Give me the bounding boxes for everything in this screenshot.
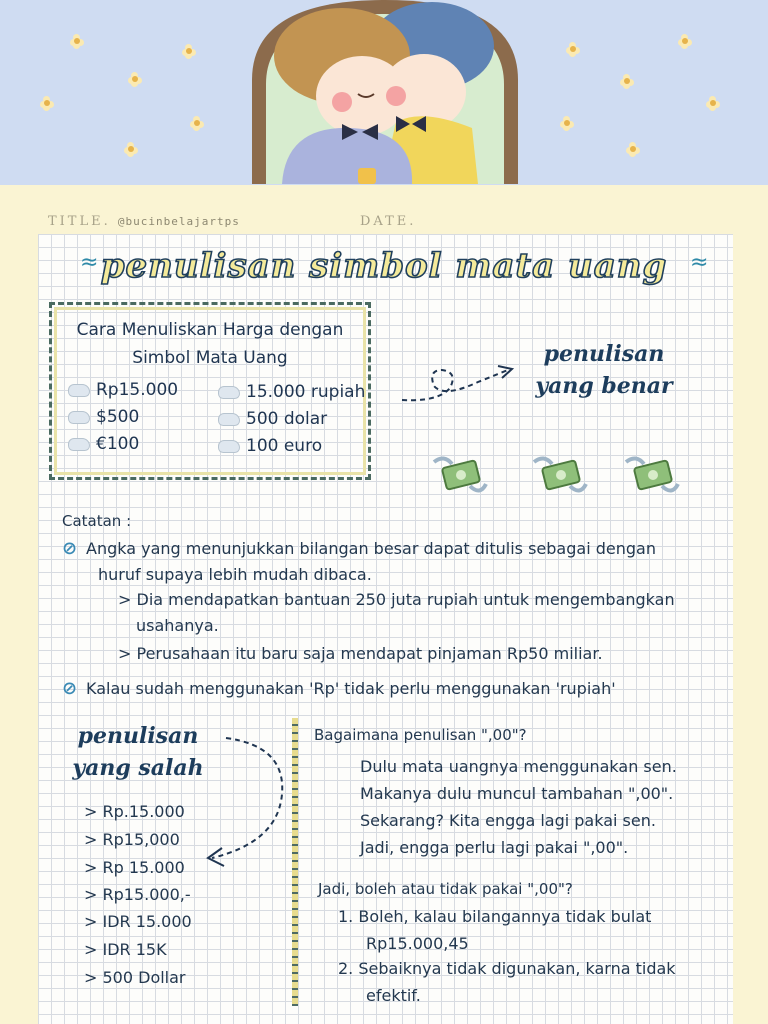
flower-icon	[620, 74, 634, 88]
wrong-heading	[58, 720, 218, 784]
box-title-line1: Cara Menuliskan Harga dengan	[76, 320, 344, 340]
flower-icon	[182, 44, 196, 58]
decimal-question-2: Jadi, boleh atau tidak pakai ",00"?	[318, 880, 573, 898]
wrong-item: > Rp 15.000	[84, 858, 185, 877]
list-item	[68, 380, 178, 400]
note-example-1-line2: usahanya.	[136, 616, 219, 635]
note-item-2-text: Kalau sudah menggunakan 'Rp' tidak perlu menggunakan 'rupiah'	[86, 679, 616, 698]
answer-1-line1: 1. Boleh, kalau bilangannya tidak bulat	[338, 907, 652, 926]
flying-money-icon	[622, 452, 682, 498]
wrong-item: > Rp.15.000	[84, 802, 185, 821]
note-item-1-line1: Angka yang menunjukkan bilangan besar dapat ditulis sebagai dengan	[86, 539, 656, 558]
author-handle: @bucinbelajartps	[117, 215, 240, 228]
flower-icon	[678, 34, 692, 48]
flower-icon	[70, 34, 84, 48]
cloud-icon	[218, 413, 240, 426]
cloud-icon	[68, 411, 90, 424]
box-left-item: €100	[96, 434, 140, 454]
wrong-heading-line1: penulisan	[77, 723, 199, 749]
answer-2-line2: efektif.	[366, 986, 421, 1005]
decimal-line: Jadi, engga perlu lagi pakai ",00".	[360, 838, 629, 857]
list-item	[218, 436, 322, 456]
flower-icon	[566, 42, 580, 56]
note-item-1	[62, 538, 656, 558]
flower-icon	[706, 96, 720, 110]
box-title	[54, 316, 366, 372]
list-item	[218, 409, 327, 429]
decimal-line: Sekarang? Kita engga lagi pakai sen.	[360, 811, 656, 830]
cloud-icon	[68, 384, 90, 397]
wrong-heading-line2: yang salah	[72, 755, 204, 781]
date-label: DATE.	[360, 214, 417, 229]
list-item	[68, 434, 139, 454]
couple-window-illustration	[246, 0, 524, 184]
title-bar	[48, 214, 417, 229]
notes-label: Catatan :	[62, 512, 132, 530]
wave-icon: ≈	[690, 250, 709, 275]
paperclip-icon: ⊘	[62, 678, 78, 699]
divider	[292, 718, 298, 1006]
correct-heading-line1: penulisan	[543, 341, 665, 367]
flower-icon	[128, 72, 142, 86]
flying-money-icon	[430, 452, 490, 498]
wrong-item: > Rp15,000	[84, 830, 180, 849]
cloud-icon	[218, 386, 240, 399]
dashed-arrow-right	[398, 358, 520, 410]
flower-icon	[124, 142, 138, 156]
correct-heading-line2: yang benar	[535, 373, 673, 399]
list-item	[218, 382, 365, 402]
wrong-item: > IDR 15.000	[84, 912, 192, 931]
flying-money-icon	[530, 452, 590, 498]
wrong-item: > 500 Dollar	[84, 968, 186, 987]
decimal-line: Makanya dulu muncul tambahan ",00".	[360, 784, 674, 803]
note-example-1-line1: > Dia mendapatkan bantuan 250 juta rupiah untuk mengembangkan	[118, 590, 675, 609]
wrong-item: > Rp15.000,-	[84, 885, 191, 904]
title-label: TITLE.	[48, 214, 111, 229]
decimal-line: Dulu mata uangnya menggunakan sen.	[360, 757, 677, 776]
wrong-item: > IDR 15K	[84, 940, 167, 959]
cloud-icon	[218, 440, 240, 453]
flower-icon	[560, 116, 574, 130]
header-illustration	[0, 0, 768, 185]
wave-icon: ≈	[80, 250, 99, 275]
dashed-arrow-curve	[200, 730, 292, 870]
note-item-1-line2: huruf supaya lebih mudah dibaca.	[98, 565, 372, 584]
flower-icon	[40, 96, 54, 110]
box-left-item: Rp15.000	[96, 380, 179, 400]
box-right-item: 15.000 rupiah	[246, 382, 366, 402]
answer-1-line2: Rp15.000,45	[366, 934, 469, 953]
decimal-question: Bagaimana penulisan ",00"?	[314, 726, 527, 744]
cloud-icon	[68, 438, 90, 451]
page-title: penulisan simbol mata uang	[100, 246, 668, 286]
note-item-2	[62, 678, 616, 698]
box-title-line2: Simbol Mata Uang	[132, 348, 288, 368]
flower-icon	[626, 142, 640, 156]
flower-icon	[190, 116, 204, 130]
list-item	[68, 407, 139, 427]
box-left-item: $500	[96, 407, 140, 427]
answer-2-line1: 2. Sebaiknya tidak digunakan, karna tidak	[338, 959, 676, 978]
note-example-2: > Perusahaan itu baru saja mendapat pinjaman Rp50 miliar.	[118, 644, 603, 663]
correct-heading	[520, 338, 688, 402]
paperclip-icon: ⊘	[62, 538, 78, 559]
box-right-item: 500 dolar	[246, 409, 328, 429]
box-right-item: 100 euro	[246, 436, 323, 456]
